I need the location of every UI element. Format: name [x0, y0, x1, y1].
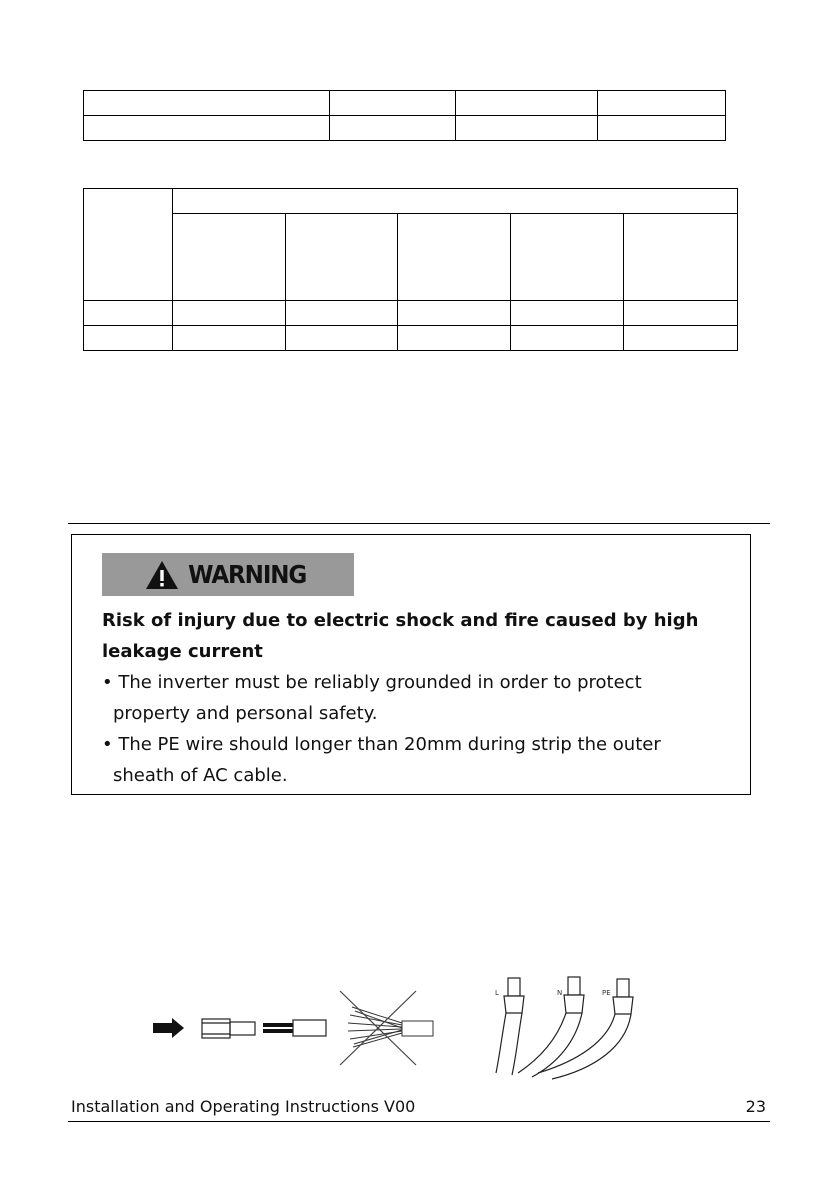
table-row [84, 301, 738, 326]
wire-crimp-figure [140, 965, 660, 1080]
footer-document-title: Installation and Operating Instructions V00 [71, 1097, 416, 1116]
warning-heading-line: Risk of injury due to electric shock and fire caused by high [102, 610, 699, 631]
warning-triangle-icon [145, 560, 179, 590]
warning-heading [102, 605, 722, 667]
table-row [84, 214, 738, 301]
wire-label-l: L [495, 989, 499, 997]
spec-table-1 [83, 90, 726, 141]
warning-bullet: • The PE wire should longer than 20mm during strip the outer sheath of AC cable. [102, 734, 661, 786]
arrow-right-icon [153, 1018, 184, 1038]
warning-text [102, 605, 722, 791]
crimped-wires [496, 977, 633, 1079]
footer-divider [68, 1121, 770, 1122]
table-row [84, 91, 726, 116]
incorrect-frayed-wire [340, 991, 433, 1065]
warning-heading-line: leakage current [102, 641, 263, 662]
stripped-cable [263, 1020, 326, 1036]
spec-table-2 [83, 188, 738, 351]
table-row [84, 326, 738, 351]
wire-label-pe: PE [602, 989, 611, 997]
ferrule-terminal [202, 1019, 255, 1038]
warning-label: WARNING [187, 560, 307, 589]
table-row [84, 189, 738, 214]
warning-box [71, 534, 751, 795]
warning-badge [102, 553, 354, 596]
footer-page-number: 23 [745, 1097, 766, 1116]
section-divider [68, 523, 770, 524]
table-row [84, 116, 726, 141]
wire-label-n: N [557, 989, 563, 997]
warning-bullet: • The inverter must be reliably grounded in order to protect property and personal safety. [102, 672, 642, 724]
